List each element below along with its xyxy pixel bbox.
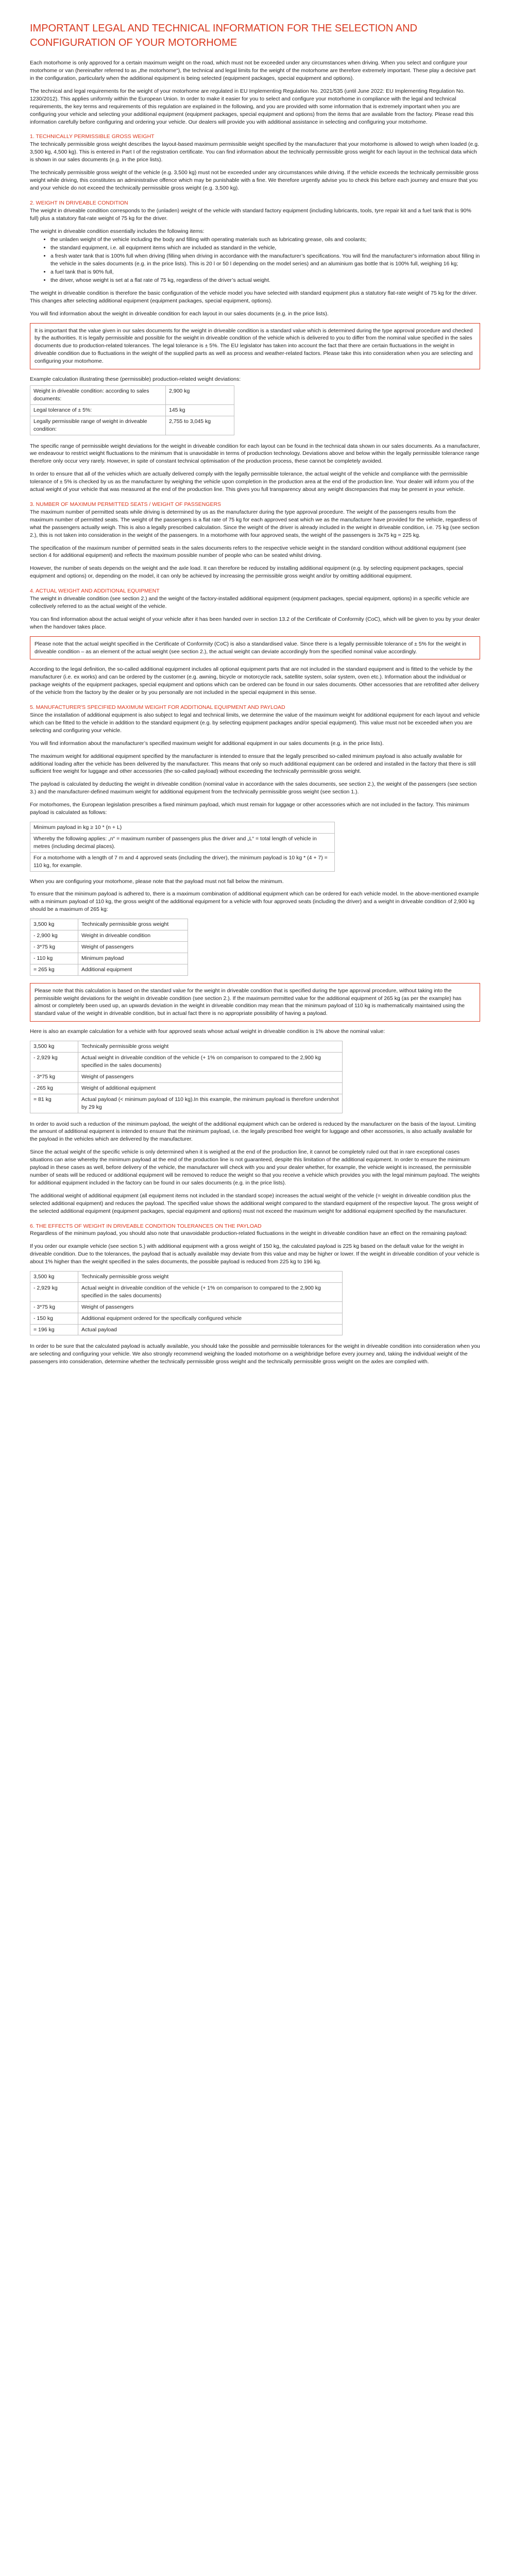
table-cell: - 2,900 kg: [30, 930, 78, 942]
paragraph: To ensure that the minimum payload is adhered to, there is a maximum combination of additional equipment which can be ordered for each vehicle model. In the above-mentioned example with a minimum payload of 110 kg, the gross weight of the additional equipment for a vehicle with four approved seats (including the driver) and a weight in driveable condition of 2,900 kg should be a maximum of 265 kg:: [30, 891, 479, 913]
table-row: [30, 1272, 343, 1283]
paragraph: The payload is calculated by deducting the weight in driveable condition (nominal value in accordance with the sales documents, see section 2.), the weight of the passengers (see section 3.) and the manufacturer-defined maximum weight for additional equipment from the technically permissible gross weight (see section 1.).: [30, 781, 477, 795]
formula-line: For a motorhome with a length of 7 m and 4 approved seats (including the driver), the minimum payload is 10 kg * (4 + 7) = 110 kg, for example.: [33, 854, 328, 869]
notice-text: It is important that the value given in our sales documents for the weight in driveable condition is a standard value which is determined during the type approval procedure and checked by the authorities. It is legally permissible and possible for the weight in driveable condition of the vehicle which is delivered to you to differ from the nominal value specified in the sales documents due to production-related tolerances. The legal tolerance is ± 5%. The EU legislator has taken into account the fact that there are certain fluctuations in the weight in driveable condition due to fluctuations in the weight of the supplied parts as well as process and weather-related factors. Please take this into consideration when you are selecting and configuring your motorhome.: [35, 327, 473, 365]
paragraph: In order to be sure that the calculated payload is actually available, you should take the possible and permissible tolerances for the weight in driveable condition into consideration when you are selecting and configuring your vehicle. We also strongly recommend weighing the loaded motorhome on a weighbridge before every journey and, taking the individual weight of the passengers into consideration, determine whether the technically permissible gross weight and the technically permissible gross weight on the axles are complied with.: [30, 1343, 480, 1365]
table-cell: Actual payload (< minimum payload of 110 kg).In this example, the minimum payload is therefore undershot by 29 kg: [78, 1094, 343, 1113]
table-row: [30, 1324, 343, 1335]
paragraph: In order to ensure that all of the vehicles which are actually delivered comply with the legally permissible tolerance, the actual weight of the vehicle and compliance with the permissible tolerance of ± 5% is checked by us as the manufacturer by weighing the vehicle upon completion in the production area at the end of the production line. Your dealer will inform you of the actual weight of your vehicle that was measured at the end of the production line. This gives you full transparency about any weight discrepancies that may be present in your vehicle.: [30, 471, 474, 493]
table-cell: = 196 kg: [30, 1324, 78, 1335]
table-cell: Weight of passengers: [78, 1071, 343, 1082]
paragraph: You will find information about the manufacturer’s specified maximum weight for additional equipment in our sales documents (e.g. in the price lists).: [30, 740, 384, 747]
table-row: [30, 404, 234, 416]
table-row: [30, 930, 188, 942]
paragraph: You will find information about the weight in driveable condition for each layout in our sales documents (e.g. in the price lists).: [30, 310, 329, 317]
table-cell: Weight in driveable condition: [78, 930, 188, 942]
paragraph: Since the installation of additional equipment is also subject to legal and technical limits, we determine the value of the maximum weight for additional equipment for each layout and vehicle which can be fitted to the vehicle in addition to the standard equipment (e.g. by selecting equipment packages and/or special equipment). This value must not be exceeded when you are selecting and configuring your vehicle.: [30, 712, 480, 734]
table-row: [30, 953, 188, 964]
paragraph: The technically permissible gross weight describes the layout-based maximum permissible weight specified by the manufacturer that your motorhome is allowed to weigh when loaded (e.g. 3,500 kg, 4,500 kg). This is entered in Part I of the registration certificate. You can find information about the technically permissible gross weight for each layout in the technical data which is shown in our sales documents (e.g. in the price lists).: [30, 141, 479, 163]
table-cell: = 265 kg: [30, 964, 78, 975]
paragraph: The specific range of permissible weight deviations for the weight in driveable condition for each layout can be found in the technical data shown in our sales documents. As a manufacturer, we endeavour to restrict weight fluctuations to the minimum that is unavoidable in terms of production technology. Deviations above and below within the legally permissible tolerance range therefore only occur very rarely. However, in spite of constant technical optimisation of the production process, these cannot be completely avoided.: [30, 443, 480, 465]
intro-paragraph: Each motorhome is only approved for a certain maximum weight on the road, which must not be exceeded under any circumstances when driving. When you select and configure your motorhome or van (hereinafter referred to as „the motorhome“), the technical and legal limits for the weight of the motorhome are therefore extremely important. These play a decisive part in the configuration, particularly when the additional equipment is being selected (equipment packages, special equipment and options).: [30, 60, 476, 81]
bullet-list: [30, 236, 480, 284]
table-cell: 2,755 to 3,045 kg: [166, 416, 234, 435]
table-cell: Technically permissible gross weight: [78, 1272, 343, 1283]
paragraph: Since the actual weight of the specific vehicle is only determined when it is weighed at the end of the production line, it cannot be completely ruled out that in rare exceptional cases situations can arise whereby the minimum payload at the end of the production line is not guaranteed, despite this limitation of the additional equipment. In order to ensure the minimum payload in these cases as well, before delivery of the vehicle, the manufacturer will check with you and your dealer whether, for example, the vehicle weight is increased, the permissible number of seats will be reduced or additional equipment will be removed to reduce the weight so that you receive a vehicle which provides you with the legal minimum payload. The weights for additional equipment included in the factory can be found in our sales documents (e.g. in the price lists).: [30, 1149, 480, 1186]
table-cell: - 150 kg: [30, 1313, 78, 1324]
paragraph: The additional weight of additional equipment (all equipment items not included in the standard scope) increases the actual weight of the vehicle (= weight in driveable condition plus the selected additional equipment) and reduces the payload. The specified value shows the additional weight compared to the standard equipment of the respective layout. The gross weight of the selected additional equipment (equipment packages, special equipment and options) must not exceed the maximum weight for additional equipment specified by the manufacturer.: [30, 1192, 479, 1214]
table-row: [30, 386, 234, 405]
table-cell: - 2,929 kg: [30, 1282, 78, 1301]
table-cell: - 3*75 kg: [30, 1301, 78, 1313]
table-cell: - 110 kg: [30, 953, 78, 964]
notice-box: [30, 983, 480, 1022]
list-item: • the standard equipment, i.e. all equipment items which are included as standard in the vehicle,: [50, 244, 480, 252]
table-cell: Weight of passengers: [78, 941, 188, 953]
section-heading-2: 2. WEIGHT IN DRIVEABLE CONDITION: [30, 199, 128, 206]
table-row: [30, 1041, 343, 1053]
list-item: • the unladen weight of the vehicle including the body and filling with operating materials such as lubricating grease, oils and coolants;: [50, 236, 480, 244]
formula-line: Minimum payload in kg ≥ 10 * (n + L): [30, 822, 334, 834]
list-item: • a fresh water tank that is 100% full when driving (filling when driving in accordance with the manufacturer’s specifications. You will find the manufacturer’s information about filling in the vehicle in the sales documents (e.g. in the price lists). This is 20 l or 50 l depending on the model series) and an aluminium gas bottle that is 100% full, weighing 16 kg;: [50, 252, 480, 268]
table-row: [30, 1071, 343, 1082]
paragraph: The technically permissible gross weight of the vehicle (e.g. 3,500 kg) must not be exceeded under any circumstances while driving. If the vehicle exceeds the technically permissible gross weight while driving, this constitutes an administrative offence which may be punishable with a fine. We therefore urgently advise you to check this before each journey and ensure that you and your vehicle do not exceed the technically permissible gross weight (e.g. 3,500 kg).: [30, 170, 479, 191]
intro-paragraph: The technical and legal requirements for the weight of your motorhome are regulated in EU Implementing Regulation No. 2021/535 (until June 2022: EU Implementing Regulation No. 1230/2012). This applies uniformly within the European Union. In order to make it easier for you to select and configure your motorhome in compliance with the legal and technical requirements, the key terms and requirements of this regulation are explained in the following, and you are provided with some information that is extremely important when you are configuring your vehicle and selecting your additional equipment (equipment packages, special equipment and options) from the items that are available from the factory. Please read this information carefully before configuring and ordering your vehicle. Our dealers will provide you with additional assistance in selecting and configuring your motorhome.: [30, 88, 474, 125]
table-row: [30, 964, 188, 975]
table-row: [30, 1282, 343, 1301]
table-cell: Additional equipment ordered for the specifically configured vehicle: [78, 1313, 343, 1324]
notice-text: Please note that this calculation is based on the standard value for the weight in driveable condition that is specified during the type approval procedure, without taking into the permissible weight deviations for the weight in driveable condition (see section 2.). If the maximum permitted value for the additional equipment of 265 kg (as per the example) has almost or completely been used up, an upwards deviation in the weight in driveable condition may mean that the minimum payload of 110 kg is mathematically maintained using the standard value of the weight in driveable condition, but in actual fact there is no appropriate possibility of having a payload.: [35, 987, 465, 1017]
table-row: [30, 1313, 343, 1324]
section-heading-1: 1. TECHNICALLY PERMISSIBLE GROSS WEIGHT: [30, 133, 155, 140]
table-cell: 145 kg: [166, 404, 234, 416]
notice-box: [30, 323, 480, 370]
paragraph: If you order our example vehicle (see section 5.) with additional equipment with a gross weight of 150 kg, the calculated payload is 225 kg based on the default value for the weight in driveable condition. Due to the tolerances, the payload that is actually available may deviate from this value and may be higher or lower. If the weight in driveable condition of your vehicle is about 1% higher than the weight specified in the sales documents, the possible payload is reduced from 225 kg to 196 kg.: [30, 1243, 480, 1265]
table-cell: 2,900 kg: [166, 386, 234, 405]
paragraph: The weight in driveable condition corresponds to the (unladen) weight of the vehicle with standard factory equipment (including lubricants, tools, tyre repair kit and a fuel tank that is 90% full) plus a statutory flat-rate weight of 75 kg for the driver.: [30, 207, 471, 222]
paragraph: Example calculation illustrating these (permissible) production-related weight deviations:: [30, 376, 241, 383]
paragraph: The maximum number of permitted seats while driving is determined by us as the manufacturer during the type approval procedure. The weight of the passengers results from the maximum number of permitted seats. The weight of the passengers is a flat rate of 75 kg for each approved seat which we as the manufacturer have provided for the vehicle, regardless of what the passengers actually weigh. This is also a legally prescribed calculation. Since the weight of the driver is already included in the weight in driveable condition, i.e. 75 kg (see section 2.), this is not taken into consideration in the weight of the passengers. In a motorhome with four approved seats, the weight of the passengers is 3x75 kg = 225 kg.: [30, 509, 480, 538]
tolerance-table: [30, 385, 234, 435]
table-cell: - 3*75 kg: [30, 941, 78, 953]
table-cell: - 3*75 kg: [30, 1071, 78, 1082]
section-heading-3: 3. NUMBER OF MAXIMUM PERMITTED SEATS / WEIGHT OF PASSENGERS: [30, 501, 222, 507]
notice-text: Please note that the actual weight specified in the Certificate of Conformity (CoC) is also a standardised value. Since there is a legally permissible tolerance of ± 5% for the weight in driveable condition – as an element of the actual weight (see section 2.), the actual weight can deviate accordingly from the specified nominal value accordingly.: [35, 640, 467, 655]
formula-box: [30, 822, 335, 872]
table-cell: = 81 kg: [30, 1094, 78, 1113]
table-cell: Legal tolerance of ± 5%:: [30, 404, 166, 416]
tolerance-payload-table: [30, 1271, 343, 1335]
paragraph: However, the number of seats depends on the weight and the axle load. It can therefore be reduced by installing additional equipment (e.g. by selecting equipment packages, special equipment and options) or, depending on the model, it can only be achieved by increasing the permissible gross weight and/or by omitting additional equipment.: [30, 565, 464, 580]
table-row: [30, 416, 234, 435]
list-item: • the driver, whose weight is set at a flat rate of 75 kg, regardless of the driver’s actual weight.: [50, 277, 480, 284]
paragraph: The maximum weight for additional equipment specified by the manufacturer is intended to ensure that the legally prescribed so-called minimum payload is also actually available for additional loading after the vehicle has been delivered by the manufacturer. This means that only so much additional equipment can be ordered and installed in the factory that there is still sufficient free weight for luggage and other accessories (the so-called payload) without exceeding the technically permissible gross weight.: [30, 753, 476, 775]
paragraph: The specification of the maximum number of permitted seats in the sales documents refers to the respective vehicle weight in the standard condition without additional equipment (see section 4 for additional equipment) and reflects the maximum possible number of people who can be seated whilst driving.: [30, 545, 466, 559]
paragraph: In order to avoid such a reduction of the minimum payload, the weight of the additional equipment which can be ordered is reduced by the manufacturer on the basis of the layout. Limiting the amount of additional equipment is intended to ensure that the minimum payload, i.e. the legally prescribed free weight for luggage and other accessories, is also actually available for the payload in the vehicles which are delivered by the manufacturer.: [30, 1121, 476, 1143]
notice-box: [30, 636, 480, 660]
actual-payload-table: [30, 1041, 343, 1113]
table-cell: Weight of additional equipment: [78, 1082, 343, 1094]
table-cell: Actual weight in driveable condition of the vehicle (+ 1% on comparison to compared to the 2,900 kg specified in the sales documents): [78, 1053, 343, 1072]
table-row: [30, 1094, 343, 1113]
paragraph: According to the legal definition, the so-called additional equipment includes all optional equipment parts that are not included in the standard equipment and is fitted to the vehicle by the manufacturer (i.e. ex works) and can be ordered by the customer (e.g. awning, bicycle or motorcycle rack, satellite system, solar system, oven etc.). Information about the individual or package weights of the equipment packages, special equipment and options which can be ordered can be found in our sales documents. Other accessories that are retrofitted after delivery of the vehicle from the factory by the dealer or by you personally are not included in the special equipment in this sense.: [30, 666, 480, 696]
paragraph: You can find information about the actual weight of your vehicle after it has been handed over in section 13.2 of the Certificate of Conformity (CoC), which will be given to you by your dealer when the handover takes place.: [30, 616, 480, 630]
table-row: [30, 1301, 343, 1313]
paragraph: When you are configuring your motorhome, please note that the payload must not fall below the minimum.: [30, 878, 284, 885]
paragraph: The weight in driveable condition essentially includes the following items:: [30, 228, 205, 234]
table-row: [30, 1082, 343, 1094]
paragraph: Regardless of the minimum payload, you should also note that unavoidable production-related fluctuations in the weight in driveable condition have an effect on the remaining payload:: [30, 1230, 468, 1237]
table-cell: Weight of passengers: [78, 1301, 343, 1313]
table-row: [30, 1053, 343, 1072]
table-cell: Actual weight in driveable condition of the vehicle (+ 1% on comparison to compared to the 2,900 kg specified in the sales documents): [78, 1282, 343, 1301]
table-cell: Actual payload: [78, 1324, 343, 1335]
table-cell: 3,500 kg: [30, 919, 78, 930]
table-cell: Additional equipment: [78, 964, 188, 975]
list-item: • a fuel tank that is 90% full,: [50, 268, 480, 276]
table-cell: 3,500 kg: [30, 1041, 78, 1053]
page-title: IMPORTANT LEGAL AND TECHNICAL INFORMATION FOR THE SELECTION AND CONFIGURATION OF YOUR MOTORHOME: [30, 23, 417, 48]
paragraph: Here is also an example calculation for a vehicle with four approved seats whose actual weight in driveable condition is 1% above the nominal value:: [30, 1028, 385, 1035]
table-cell: Technically permissible gross weight: [78, 1041, 343, 1053]
paragraph: For motorhomes, the European legislation prescribes a fixed minimum payload, which must remain for luggage or other accessories which are not included in the factory. This minimum payload is calculated as follows:: [30, 802, 469, 816]
table-cell: Minimum payload: [78, 953, 188, 964]
section-heading-6: 6. THE EFFECTS OF WEIGHT IN DRIVEABLE CONDITION TOLERANCES ON THE PAYLOAD: [30, 1223, 262, 1229]
table-cell: Technically permissible gross weight: [78, 919, 188, 930]
table-cell: Legally permissible range of weight in driveable condition:: [30, 416, 166, 435]
section-heading-4: 4. ACTUAL WEIGHT AND ADDITIONAL EQUIPMENT: [30, 588, 160, 595]
table-row: [30, 919, 188, 930]
formula-line: Whereby the following applies: „n“ = maximum number of passengers plus the driver and „L“ = total length of vehicle in metres (including decimal places).: [30, 834, 334, 853]
paragraph: The weight in driveable condition is therefore the basic configuration of the vehicle model you have selected with standard equipment plus a statutory flat-rate weight of 75 kg for the driver. This changes after selecting additional equipment (equipment packages, special equipment, options).: [30, 290, 477, 304]
table-cell: - 2,929 kg: [30, 1053, 78, 1072]
table-row: [30, 941, 188, 953]
section-heading-5: 5. MANUFACTURER'S SPECIFIED MAXIMUM WEIGHT FOR ADDITIONAL EQUIPMENT AND PAYLOAD: [30, 704, 285, 711]
payload-calc-table: [30, 919, 188, 976]
table-cell: 3,500 kg: [30, 1272, 78, 1283]
table-cell: - 265 kg: [30, 1082, 78, 1094]
table-cell: Weight in driveable condition: according to sales documents:: [30, 386, 166, 405]
paragraph: The weight in driveable condition (see section 2.) and the weight of the factory-installed additional equipment (equipment packages, special equipment, options) in a specific vehicle are collectively referred to as the actual weight of the vehicle.: [30, 596, 469, 609]
